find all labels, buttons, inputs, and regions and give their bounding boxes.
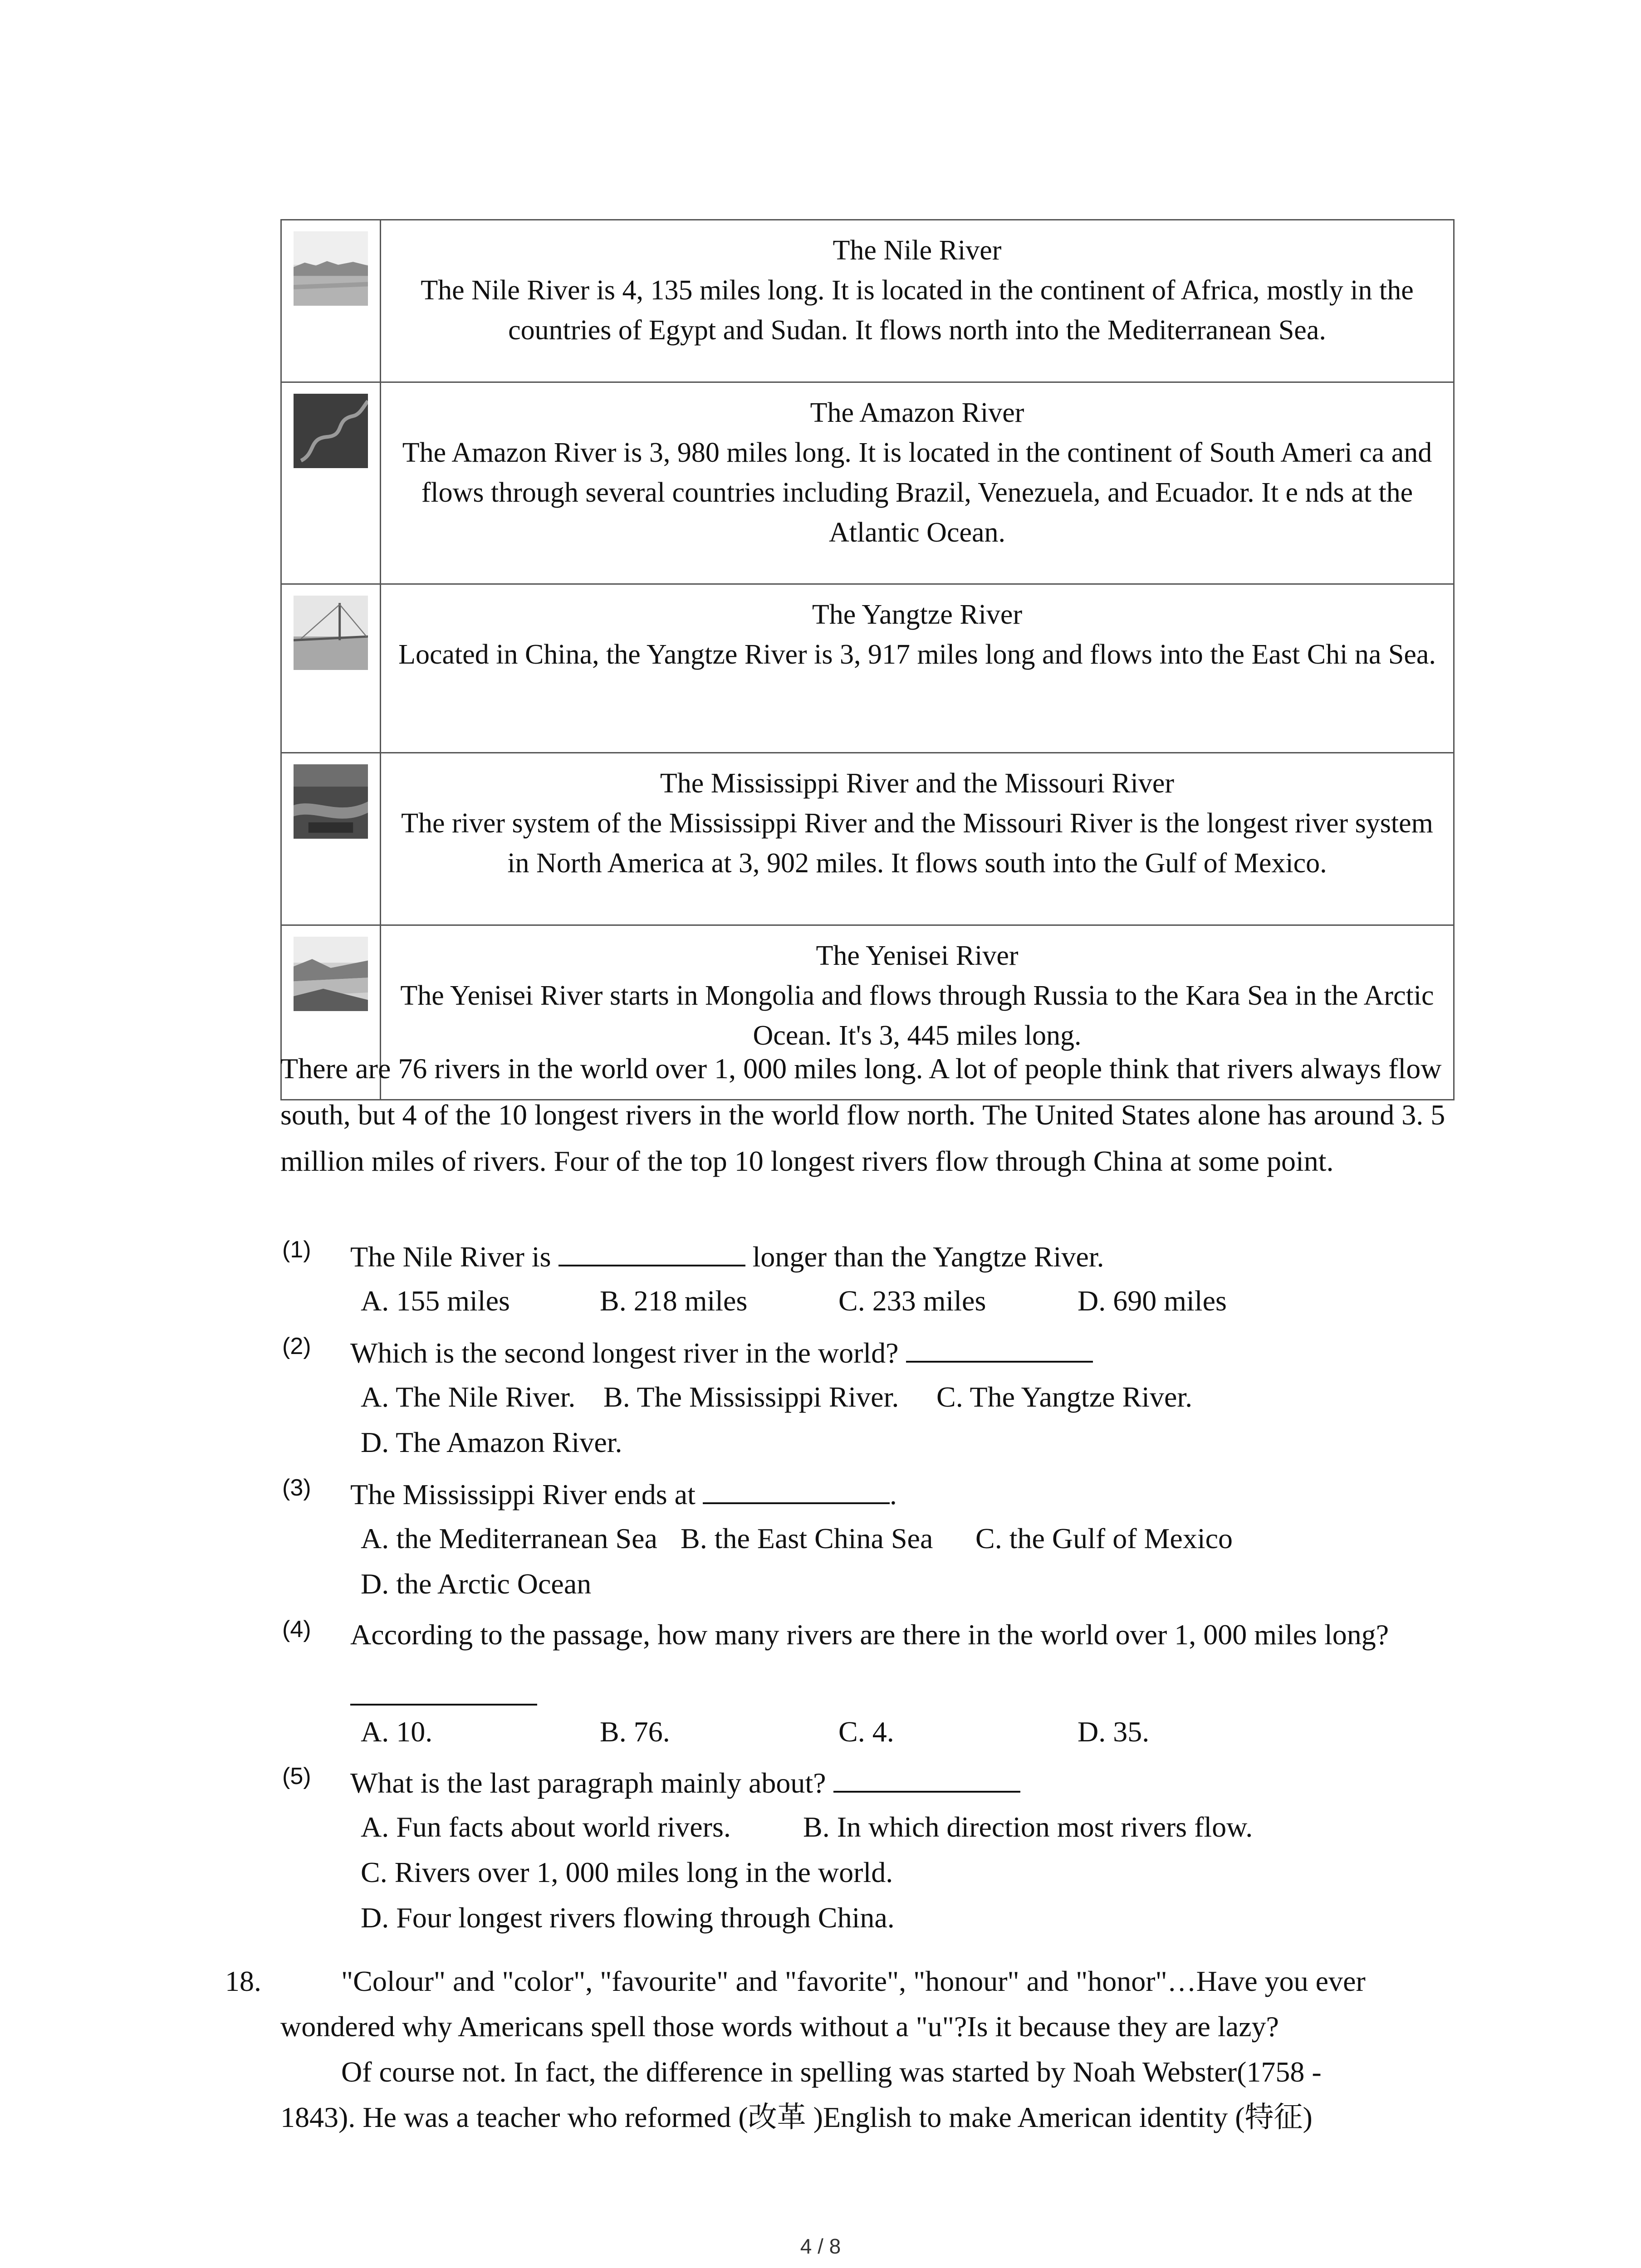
- option-b[interactable]: B. In which direction most rivers flow.: [803, 1811, 1253, 1843]
- option-c[interactable]: C. the Gulf of Mexico: [975, 1522, 1233, 1554]
- river-row-amazon: [281, 382, 1454, 584]
- question-4-text: [350, 1612, 1389, 1657]
- river-table: [280, 219, 1455, 1100]
- option-a[interactable]: A. 10.: [361, 1716, 433, 1748]
- option-a[interactable]: A. Fun facts about world rivers.: [361, 1811, 731, 1843]
- q18-paragraph-1-line-2: wondered why Americans spell those words without a "u"?Is it because they are lazy?: [280, 2010, 1279, 2043]
- option-a[interactable]: A. the Mediterranean Sea: [361, 1522, 657, 1554]
- question-number: (1): [282, 1237, 311, 1263]
- yenisei-river-photo: [294, 937, 368, 1011]
- option-d[interactable]: D. 690 miles: [1078, 1285, 1227, 1317]
- option-b[interactable]: B. 218 miles: [600, 1285, 748, 1317]
- river-name: The Mississippi River and the Missouri River: [660, 768, 1175, 799]
- question-number: (5): [282, 1763, 311, 1789]
- fun-facts-paragraph: There are 76 rivers in the world over 1, 000 miles long. A lot of people think that rivers always flow south, but 4 of the 10 longest rivers in the world flow north. The United States alone has around 3. 5 million miles of rivers. Four of the top 10 longest rivers flow through China at some point.: [280, 1052, 1445, 1177]
- option-b[interactable]: B. 76.: [600, 1716, 670, 1748]
- q18-paragraph-2-line-2: 1843). He was a teacher who reformed (改革 )English to make American identity (特征): [280, 2101, 1313, 2133]
- option-a[interactable]: A. 155 miles: [361, 1285, 510, 1317]
- question-3-text: [350, 1471, 897, 1517]
- q18-paragraph-2-line-1: Of course not. In fact, the difference in spelling was started by Noah Webster(1758 -: [341, 2056, 1322, 2088]
- question-stem: Which is the second longest river in the world?: [350, 1337, 899, 1369]
- river-photo-cell: [281, 584, 381, 753]
- option-d[interactable]: D. Four longest rivers flowing through China.: [361, 1901, 895, 1934]
- yangtze-river-photo: [294, 596, 368, 670]
- answer-blank[interactable]: [350, 1672, 537, 1706]
- question-18-number: 18.: [225, 1965, 261, 1997]
- page-number: 4 / 8: [800, 2234, 841, 2258]
- river-info-nile: [381, 220, 1454, 382]
- amazon-river-photo: [294, 394, 368, 468]
- option-b[interactable]: B. the East China Sea: [681, 1522, 933, 1554]
- river-name: The Nile River: [833, 235, 1002, 266]
- river-info-yangtze: [381, 584, 1454, 753]
- river-description: The Yenisei River starts in Mongolia and flows through Russia to the Kara Sea in the Arctic Ocean. It's 3, 445 miles long.: [400, 980, 1434, 1051]
- question-number: (3): [282, 1475, 311, 1501]
- question-number: (2): [282, 1333, 311, 1359]
- river-description: The Nile River is 4, 135 miles long. It is located in the continent of Africa, mostly in the countries of Egypt and Sudan. It flows north into the Mediterranean Sea.: [421, 275, 1414, 346]
- option-c[interactable]: C. 4.: [838, 1716, 894, 1748]
- question-stem: .: [889, 1478, 897, 1510]
- answer-blank[interactable]: [906, 1329, 1093, 1363]
- option-c[interactable]: C. Rivers over 1, 000 miles long in the world.: [361, 1856, 893, 1888]
- question-stem: The Mississippi River ends at: [350, 1478, 696, 1510]
- question-stem: According to the passage, how many rivers are there in the world over 1, 000 miles long?: [350, 1618, 1389, 1651]
- option-d[interactable]: D. the Arctic Ocean: [361, 1568, 592, 1600]
- q18-paragraph-1-line-1: "Colour" and "color", "favourite" and "favorite", "honour" and "honor"…Have you ever: [341, 1965, 1366, 1997]
- river-description: The Amazon River is 3, 980 miles long. It is located in the continent of South Ameri ca and flows through several countries including Brazil, Venezuela, and Ecuador. It e nds at the Atlantic Ocean.: [402, 437, 1432, 548]
- river-row-yangtze: [281, 584, 1454, 753]
- river-info-amazon: [381, 382, 1454, 584]
- question-stem: What is the last paragraph mainly about?: [350, 1767, 826, 1799]
- answer-blank[interactable]: [703, 1471, 890, 1504]
- option-d[interactable]: D. The Amazon River.: [361, 1426, 622, 1458]
- question-stem: longer than the Yangtze River.: [752, 1241, 1104, 1273]
- option-a[interactable]: A. The Nile River.: [361, 1381, 576, 1413]
- option-c[interactable]: C. 233 miles: [838, 1285, 986, 1317]
- question-1-text: [350, 1233, 1104, 1280]
- river-name: The Yangtze River: [812, 599, 1023, 630]
- answer-blank[interactable]: [833, 1759, 1020, 1793]
- river-photo-cell: [281, 220, 381, 382]
- option-b[interactable]: B. The Mississippi River.: [603, 1381, 899, 1413]
- river-photo-cell: [281, 753, 381, 925]
- nile-river-photo: [294, 231, 368, 306]
- river-photo-cell: [281, 382, 381, 584]
- question-2-text: [350, 1329, 1093, 1376]
- river-name: The Yenisei River: [816, 940, 1019, 971]
- question-number: (4): [282, 1616, 311, 1642]
- option-d[interactable]: D. 35.: [1078, 1716, 1150, 1748]
- river-description: The river system of the Mississippi River and the Missouri River is the longest river system in North America at 3, 902 miles. It flows south into the Gulf of Mexico.: [401, 808, 1433, 879]
- option-c[interactable]: C. The Yangtze River.: [936, 1381, 1193, 1413]
- answer-blank[interactable]: [558, 1233, 745, 1266]
- mississippi-river-photo: [294, 764, 368, 839]
- river-description: Located in China, the Yangtze River is 3, 917 miles long and flows into the East Chi na Sea.: [398, 639, 1436, 670]
- river-row-mississippi: [281, 753, 1454, 925]
- river-row-nile: [281, 220, 1454, 382]
- river-info-mississippi: [381, 753, 1454, 925]
- river-name: The Amazon River: [810, 397, 1024, 428]
- question-5-text: [350, 1759, 1020, 1806]
- question-stem: The Nile River is: [350, 1241, 551, 1273]
